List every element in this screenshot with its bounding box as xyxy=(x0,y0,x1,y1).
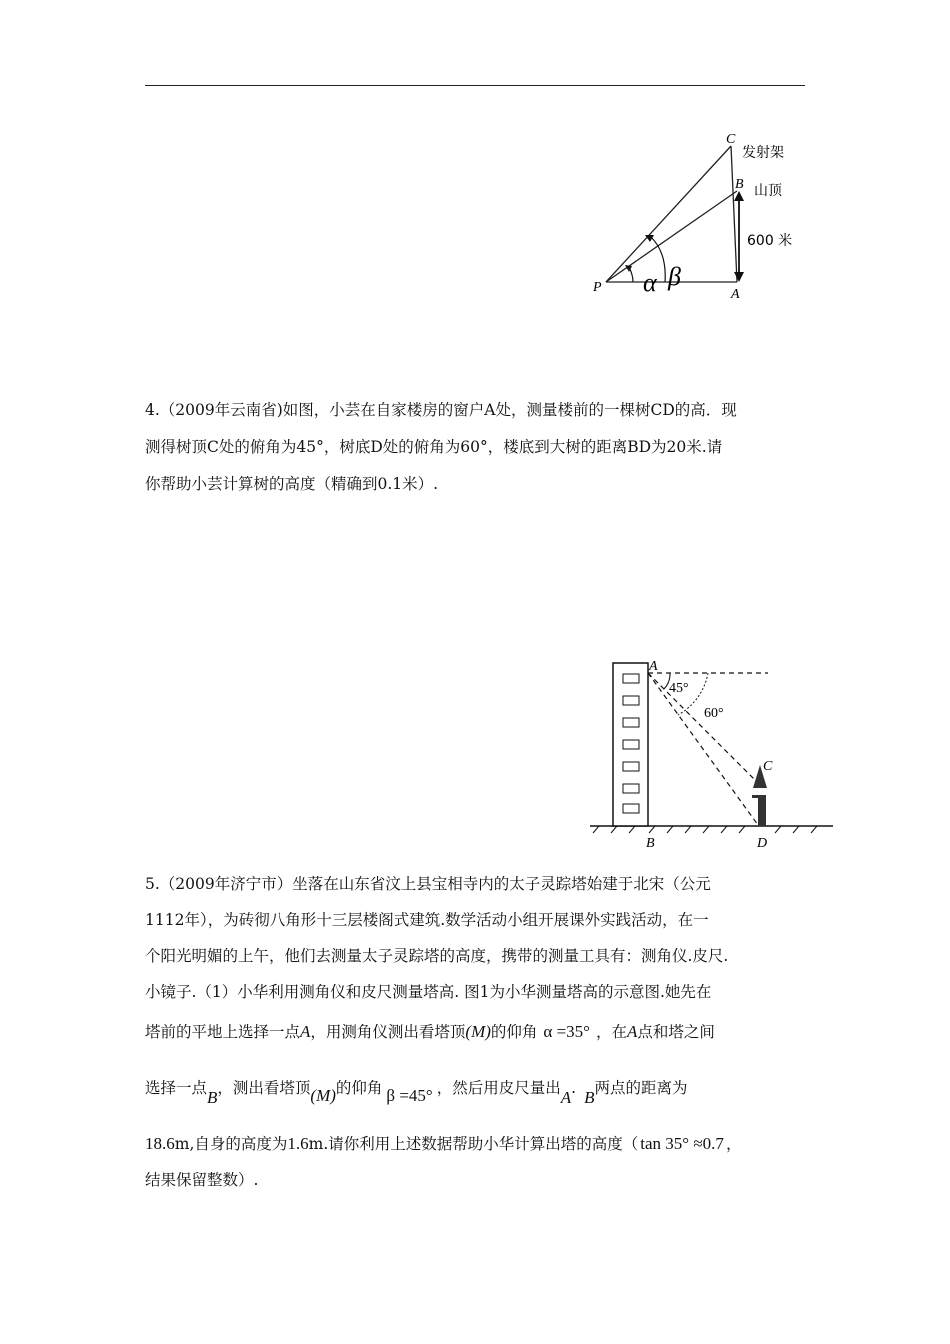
text-segment: m,自身的高度为 xyxy=(174,1135,288,1153)
text-segment: m.请你利用上述数据帮助小华计算出塔的高度（ xyxy=(308,1135,639,1153)
point-a-label: A xyxy=(731,287,740,302)
problem-5-line-8 xyxy=(145,1162,258,1198)
point-c-label: C xyxy=(763,759,773,774)
text-segment: ，测出看塔顶 xyxy=(217,1079,311,1097)
problem-5-line-7 xyxy=(145,1126,741,1162)
text-segment: 结果保留整数）. xyxy=(145,1171,259,1189)
problem-4 xyxy=(145,392,737,503)
text-segment: ，用测角仪测出看塔顶 xyxy=(310,1023,466,1041)
arrow-down-icon xyxy=(734,272,744,282)
text-segment: ，然后用皮尺量出 xyxy=(436,1079,561,1097)
value-18-6: 18.6 xyxy=(145,1134,175,1153)
text-segment: 选择一点 xyxy=(145,1079,208,1097)
text-segment: 的仰角 xyxy=(335,1079,383,1097)
line-ac xyxy=(731,146,737,282)
problem-5 xyxy=(145,866,728,1010)
text-segment: 塔前的平地上选择一点 xyxy=(145,1023,301,1041)
problem-5-line-1: 5.（2009年济宁市）坐落在山东省汶上县宝相寺内的太子灵踪塔始建于北宋（公元 xyxy=(145,875,711,893)
point-d-label: D xyxy=(757,836,768,851)
math-b: B xyxy=(207,1088,218,1107)
text-segment: 的仰角 xyxy=(490,1023,538,1041)
value-1-6: 1.6 xyxy=(287,1134,309,1153)
math-beta-45: β =45° xyxy=(386,1086,433,1105)
angle-60-label: 60° xyxy=(704,706,724,721)
math-m: (M) xyxy=(310,1086,336,1105)
tree-trunk xyxy=(758,795,766,826)
tree-trunk-ledge xyxy=(752,795,759,798)
problem-4-line-3: 你帮助小芸计算树的高度（精确到0.1米）. xyxy=(145,475,439,493)
problem-5-line-2: 1112年），为砖彻八角形十三层楼阁式建筑.数学活动小组开展课外实践活动，在一 xyxy=(145,911,709,929)
point-b-label: B xyxy=(735,177,744,192)
math-a: A xyxy=(300,1022,311,1041)
sight-line-to-d xyxy=(648,673,758,825)
figure-building-tree-diagram xyxy=(585,655,840,855)
math-tan35: tan 35° ≈0.7 xyxy=(640,1134,724,1153)
point-p-label: P xyxy=(593,280,602,295)
text-segment: 两点的距离为 xyxy=(594,1079,688,1097)
height-label: 600 米 xyxy=(747,233,793,249)
angle-alpha-label: α xyxy=(643,268,657,297)
math-m: (M) xyxy=(465,1022,491,1041)
math-b: B xyxy=(584,1088,595,1107)
header-rule xyxy=(145,85,805,86)
ground-hatch xyxy=(593,826,817,833)
math-a: A xyxy=(626,1022,638,1041)
text-segment: ， xyxy=(725,1135,742,1153)
label-mountain-top: 山顶 xyxy=(754,183,782,199)
text-segment: 点和塔之间 xyxy=(637,1023,715,1041)
point-c-label: C xyxy=(726,132,736,147)
problem-5-line-5 xyxy=(145,1014,715,1050)
problem-5-line-4: 小镜子.（1）小华利用测角仪和皮尺测量塔高. 图1为小华测量塔高的示意图.她先在 xyxy=(145,983,712,1001)
point-b-label: B xyxy=(646,836,655,851)
point-a-label: A xyxy=(649,659,658,674)
angle-45-label: 45° xyxy=(669,681,689,696)
text-segment: ，在 xyxy=(595,1023,627,1041)
problem-4-line-2: 测得树顶C处的俯角为45°，树底D处的俯角为60°，楼底到大树的距离BD为20米.请 xyxy=(145,438,723,456)
math-a: A xyxy=(560,1088,572,1107)
figure-transmitter-diagram xyxy=(585,125,815,305)
angle-beta-label: β xyxy=(668,262,681,291)
problem-5-line-3: 个阳光明媚的上午，他们去测量太子灵踪塔的高度，携带的测量工具有：测角仪.皮尺. xyxy=(145,947,729,965)
problem-4-line-1: 4.（2009年云南省)如图，小芸在自家楼房的窗户A处，测量楼前的一棵树CD的高．现 xyxy=(145,401,737,419)
text-segment: . xyxy=(571,1079,577,1097)
math-alpha-35: α =35° xyxy=(543,1022,590,1041)
problem-5-line-6 xyxy=(145,1070,687,1106)
label-transmitter: 发射架 xyxy=(742,145,784,161)
